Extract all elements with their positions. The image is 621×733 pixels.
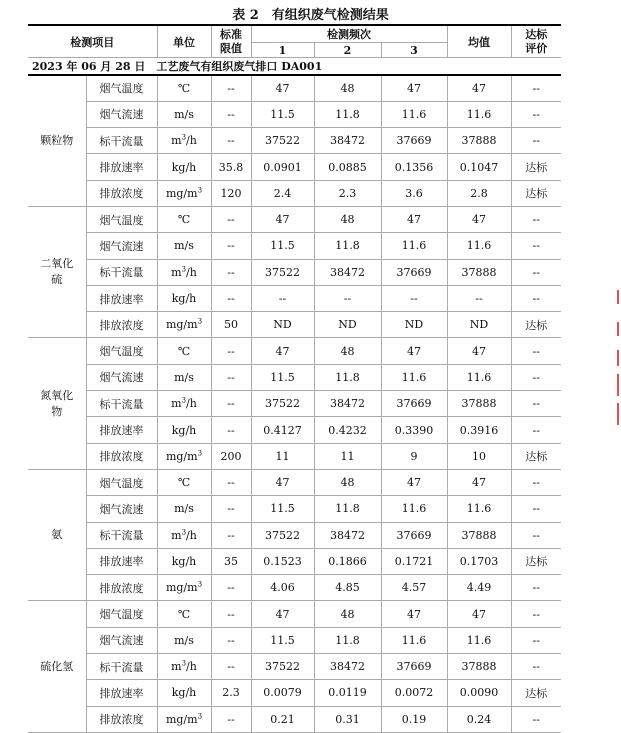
table-row: [28, 417, 561, 443]
row-parameter: 烟气温度: [86, 338, 157, 364]
row-run-1: 2.4: [251, 180, 314, 206]
row-evaluation: 达标: [511, 154, 561, 180]
table-caption: 表 2 有组织废气检测结果: [232, 8, 389, 23]
unit-base: m: [171, 397, 182, 411]
row-unit: [157, 522, 211, 548]
row-run-3: 11.6: [381, 101, 447, 127]
row-run-2: 0.4232: [314, 417, 381, 443]
row-unit: [157, 101, 211, 127]
row-unit: [157, 548, 211, 574]
row-evaluation: --: [511, 496, 561, 522]
row-limit: --: [211, 233, 251, 259]
table-row: [28, 391, 561, 417]
row-limit: --: [211, 338, 251, 364]
unit-superscript: 3: [197, 580, 203, 589]
row-run-2: 38472: [314, 128, 381, 154]
row-run-2: 11.8: [314, 364, 381, 390]
table-row: [28, 180, 561, 206]
table-row: [28, 443, 561, 469]
row-parameter: 烟气温度: [86, 206, 157, 232]
table-row: [28, 706, 561, 732]
row-run-2: 48: [314, 206, 381, 232]
unit-tail: /h: [186, 134, 197, 148]
row-evaluation: --: [511, 233, 561, 259]
row-evaluation: --: [511, 706, 561, 732]
row-avg: 37888: [447, 128, 511, 154]
table-row: [28, 654, 561, 680]
table-row: [28, 627, 561, 653]
row-unit: [157, 654, 211, 680]
unit-superscript: 3: [197, 712, 203, 721]
table-row: [28, 364, 561, 390]
date-location-row: 2023 年 06 月 28 日 工艺废气有组织废气排口 DA001: [28, 58, 561, 76]
row-parameter: 烟气温度: [86, 469, 157, 495]
row-avg: 11.6: [447, 496, 511, 522]
unit-superscript: 3: [181, 265, 187, 274]
row-run-3: 47: [381, 469, 447, 495]
unit-base: m: [171, 134, 182, 148]
row-unit: [157, 680, 211, 706]
table-row: [28, 154, 561, 180]
unit-base: kg/h: [171, 292, 197, 306]
unit-tail: /h: [186, 265, 197, 279]
row-avg: ND: [447, 312, 511, 338]
row-run-1: 0.21: [251, 706, 314, 732]
row-parameter: 烟气流速: [86, 233, 157, 259]
header-limit: 标准 限值: [211, 25, 251, 58]
margin-mark: [617, 350, 619, 366]
table-row: [28, 548, 561, 574]
unit-base: m/s: [174, 502, 194, 516]
row-parameter: 排放浓度: [86, 180, 157, 206]
row-avg: 0.24: [447, 706, 511, 732]
row-unit: [157, 443, 211, 469]
row-run-1: 0.1523: [251, 548, 314, 574]
table-row: [28, 601, 561, 627]
pollutant-group-label: 氮氧化 物: [28, 338, 86, 469]
row-unit: [157, 233, 211, 259]
unit-base: ℃: [177, 476, 191, 490]
row-evaluation: --: [511, 575, 561, 601]
row-unit: [157, 338, 211, 364]
row-avg: 4.49: [447, 575, 511, 601]
unit-base: ℃: [177, 213, 191, 227]
row-run-2: 38472: [314, 654, 381, 680]
unit-superscript: 3: [197, 449, 203, 458]
unit-base: ℃: [177, 607, 191, 621]
row-limit: 120: [211, 180, 251, 206]
unit-base: m/s: [174, 633, 194, 647]
row-run-1: 37522: [251, 128, 314, 154]
unit-base: kg/h: [171, 160, 197, 174]
row-run-1: 37522: [251, 654, 314, 680]
row-unit: [157, 417, 211, 443]
row-parameter: 排放浓度: [86, 443, 157, 469]
row-parameter: 标干流量: [86, 391, 157, 417]
row-unit: [157, 206, 211, 232]
row-limit: --: [211, 496, 251, 522]
table-row: [28, 522, 561, 548]
row-limit: --: [211, 706, 251, 732]
row-run-1: 11.5: [251, 101, 314, 127]
row-limit: --: [211, 627, 251, 653]
row-limit: --: [211, 575, 251, 601]
row-run-1: 47: [251, 469, 314, 495]
row-avg: 0.3916: [447, 417, 511, 443]
row-parameter: 排放速率: [86, 680, 157, 706]
row-evaluation: --: [511, 469, 561, 495]
pollutant-group-label: 颗粒物: [28, 75, 86, 206]
row-evaluation: --: [511, 522, 561, 548]
unit-superscript: 3: [181, 133, 187, 142]
row-evaluation: 达标: [511, 680, 561, 706]
row-evaluation: --: [511, 627, 561, 653]
row-unit: [157, 259, 211, 285]
row-limit: --: [211, 75, 251, 101]
row-run-2: 0.0885: [314, 154, 381, 180]
pollutant-group-label: 氨: [28, 469, 86, 600]
row-unit: [157, 627, 211, 653]
row-limit: 50: [211, 312, 251, 338]
row-evaluation: --: [511, 128, 561, 154]
header-frequency: 检测频次: [251, 25, 447, 43]
unit-base: m: [171, 528, 182, 542]
row-parameter: 标干流量: [86, 259, 157, 285]
row-unit: [157, 496, 211, 522]
header-item: 检测项目: [28, 25, 157, 58]
table-row: [28, 233, 561, 259]
row-run-3: 47: [381, 338, 447, 364]
row-run-2: 0.1866: [314, 548, 381, 574]
row-unit: [157, 364, 211, 390]
unit-superscript: 3: [197, 317, 203, 326]
row-evaluation: 达标: [511, 312, 561, 338]
row-run-2: 2.3: [314, 180, 381, 206]
header-evaluation: 达标 评价: [511, 25, 561, 58]
row-parameter: 烟气温度: [86, 601, 157, 627]
row-evaluation: --: [511, 417, 561, 443]
row-parameter: 排放速率: [86, 417, 157, 443]
table-row: [28, 206, 561, 232]
row-run-3: 4.57: [381, 575, 447, 601]
row-run-3: 47: [381, 601, 447, 627]
unit-tail: /h: [186, 397, 197, 411]
row-avg: 0.1703: [447, 548, 511, 574]
row-limit: --: [211, 469, 251, 495]
row-limit: --: [211, 364, 251, 390]
unit-base: ℃: [177, 344, 191, 358]
row-avg: 37888: [447, 654, 511, 680]
row-avg: 37888: [447, 522, 511, 548]
row-parameter: 标干流量: [86, 654, 157, 680]
row-unit: [157, 601, 211, 627]
table-row: [28, 259, 561, 285]
row-run-3: 37669: [381, 522, 447, 548]
row-run-3: 37669: [381, 391, 447, 417]
row-run-2: ND: [314, 312, 381, 338]
margin-mark: [617, 322, 619, 336]
row-avg: 37888: [447, 391, 511, 417]
unit-superscript: 3: [197, 186, 203, 195]
row-parameter: 排放浓度: [86, 575, 157, 601]
row-limit: 200: [211, 443, 251, 469]
row-limit: 2.3: [211, 680, 251, 706]
row-unit: [157, 128, 211, 154]
row-avg: 11.6: [447, 233, 511, 259]
row-unit: [157, 575, 211, 601]
table-row: [28, 469, 561, 495]
table-row: [28, 312, 561, 338]
table-row: [28, 285, 561, 311]
pollutant-group-label: 二氧化 硫: [28, 206, 86, 337]
row-parameter: 排放速率: [86, 285, 157, 311]
row-limit: --: [211, 654, 251, 680]
row-parameter: 排放速率: [86, 154, 157, 180]
header-run-1: 1: [251, 43, 314, 58]
row-run-3: 37669: [381, 259, 447, 285]
row-run-1: 47: [251, 601, 314, 627]
row-run-2: 11: [314, 443, 381, 469]
row-evaluation: 达标: [511, 443, 561, 469]
row-limit: --: [211, 417, 251, 443]
row-parameter: 烟气流速: [86, 101, 157, 127]
row-run-2: 11.8: [314, 233, 381, 259]
unit-superscript: 3: [181, 396, 187, 405]
unit-base: m/s: [174, 107, 194, 121]
row-run-1: 37522: [251, 259, 314, 285]
unit-base: kg/h: [171, 686, 197, 700]
row-evaluation: --: [511, 259, 561, 285]
row-unit: [157, 469, 211, 495]
row-run-3: 0.0072: [381, 680, 447, 706]
unit-base: ℃: [177, 81, 191, 95]
margin-mark: [617, 374, 619, 396]
row-avg: 47: [447, 75, 511, 101]
row-run-1: ND: [251, 312, 314, 338]
table-row: [28, 101, 561, 127]
unit-base: m: [171, 265, 182, 279]
row-avg: 10: [447, 443, 511, 469]
row-run-2: 11.8: [314, 496, 381, 522]
row-run-3: 11.6: [381, 627, 447, 653]
table-row: [28, 680, 561, 706]
pollutant-group-label: 硫化氢: [28, 601, 86, 732]
row-run-2: 4.85: [314, 575, 381, 601]
row-run-1: 47: [251, 75, 314, 101]
row-run-1: 11.5: [251, 233, 314, 259]
row-parameter: 烟气流速: [86, 496, 157, 522]
row-run-3: 0.19: [381, 706, 447, 732]
row-run-1: 47: [251, 338, 314, 364]
unit-base: m/s: [174, 370, 194, 384]
row-unit: [157, 154, 211, 180]
row-parameter: 排放速率: [86, 548, 157, 574]
row-run-2: --: [314, 285, 381, 311]
row-run-1: 47: [251, 206, 314, 232]
unit-base: mg/m: [165, 449, 198, 463]
row-evaluation: --: [511, 101, 561, 127]
unit-superscript: 3: [181, 659, 187, 668]
row-unit: [157, 312, 211, 338]
row-evaluation: --: [511, 601, 561, 627]
row-run-3: 11.6: [381, 364, 447, 390]
row-avg: --: [447, 285, 511, 311]
table-row: [28, 128, 561, 154]
unit-base: kg/h: [171, 554, 197, 568]
row-limit: --: [211, 285, 251, 311]
row-limit: --: [211, 101, 251, 127]
row-limit: --: [211, 391, 251, 417]
row-limit: --: [211, 601, 251, 627]
row-avg: 47: [447, 338, 511, 364]
row-avg: 2.8: [447, 180, 511, 206]
row-evaluation: --: [511, 391, 561, 417]
row-evaluation: --: [511, 75, 561, 101]
row-parameter: 烟气温度: [86, 75, 157, 101]
row-evaluation: --: [511, 654, 561, 680]
margin-mark: [617, 403, 619, 425]
row-run-1: 0.4127: [251, 417, 314, 443]
row-evaluation: --: [511, 285, 561, 311]
unit-base: kg/h: [171, 423, 197, 437]
margin-mark: [617, 290, 619, 304]
header-run-2: 2: [314, 43, 381, 58]
row-unit: [157, 285, 211, 311]
row-parameter: 烟气流速: [86, 364, 157, 390]
row-run-1: --: [251, 285, 314, 311]
row-run-3: --: [381, 285, 447, 311]
row-avg: 37888: [447, 259, 511, 285]
row-run-3: 0.1721: [381, 548, 447, 574]
row-run-3: 0.3390: [381, 417, 447, 443]
row-parameter: 标干流量: [86, 522, 157, 548]
table-row: [28, 496, 561, 522]
row-run-1: 0.0901: [251, 154, 314, 180]
row-run-2: 11.8: [314, 101, 381, 127]
row-unit: [157, 391, 211, 417]
row-limit: --: [211, 522, 251, 548]
row-run-1: 11.5: [251, 364, 314, 390]
row-unit: [157, 180, 211, 206]
row-evaluation: 达标: [511, 548, 561, 574]
unit-base: mg/m: [165, 581, 198, 595]
row-evaluation: --: [511, 364, 561, 390]
row-avg: 11.6: [447, 627, 511, 653]
row-run-3: 47: [381, 75, 447, 101]
row-run-2: 38472: [314, 391, 381, 417]
row-parameter: 排放浓度: [86, 706, 157, 732]
row-run-1: 37522: [251, 391, 314, 417]
unit-tail: /h: [186, 528, 197, 542]
header-run-3: 3: [381, 43, 447, 58]
row-run-1: 11.5: [251, 496, 314, 522]
row-limit: 35: [211, 548, 251, 574]
row-parameter: 标干流量: [86, 128, 157, 154]
unit-tail: /h: [186, 660, 197, 674]
row-run-1: 11.5: [251, 627, 314, 653]
header-unit: 单位: [157, 25, 211, 58]
row-limit: --: [211, 206, 251, 232]
unit-superscript: 3: [181, 528, 187, 537]
row-avg: 47: [447, 469, 511, 495]
row-limit: 35.8: [211, 154, 251, 180]
row-run-2: 48: [314, 469, 381, 495]
row-run-3: 11.6: [381, 496, 447, 522]
unit-base: mg/m: [165, 318, 198, 332]
row-run-3: 0.1356: [381, 154, 447, 180]
unit-base: mg/m: [165, 712, 198, 726]
row-limit: --: [211, 128, 251, 154]
row-run-3: 3.6: [381, 180, 447, 206]
table-row: [28, 338, 561, 364]
row-run-1: 0.0079: [251, 680, 314, 706]
unit-base: m: [171, 660, 182, 674]
row-unit: [157, 75, 211, 101]
unit-base: m/s: [174, 239, 194, 253]
unit-base: mg/m: [165, 186, 198, 200]
row-run-3: 47: [381, 206, 447, 232]
row-avg: 11.6: [447, 364, 511, 390]
row-run-3: 11.6: [381, 233, 447, 259]
row-parameter: 排放浓度: [86, 312, 157, 338]
row-unit: [157, 706, 211, 732]
row-evaluation: --: [511, 338, 561, 364]
row-run-2: 48: [314, 75, 381, 101]
header-avg: 均值: [447, 25, 511, 58]
row-run-3: 9: [381, 443, 447, 469]
row-parameter: 烟气流速: [86, 627, 157, 653]
row-run-2: 38472: [314, 522, 381, 548]
row-avg: 0.1047: [447, 154, 511, 180]
row-avg: 0.0090: [447, 680, 511, 706]
row-run-2: 0.0119: [314, 680, 381, 706]
table-row: [28, 575, 561, 601]
row-run-3: 37669: [381, 128, 447, 154]
row-run-3: ND: [381, 312, 447, 338]
row-avg: 47: [447, 206, 511, 232]
row-run-1: 4.06: [251, 575, 314, 601]
emission-results-table: [28, 24, 561, 733]
row-avg: 11.6: [447, 101, 511, 127]
row-avg: 47: [447, 601, 511, 627]
row-evaluation: --: [511, 206, 561, 232]
row-run-2: 48: [314, 338, 381, 364]
row-run-2: 11.8: [314, 627, 381, 653]
row-limit: --: [211, 259, 251, 285]
row-run-1: 37522: [251, 522, 314, 548]
row-run-2: 0.31: [314, 706, 381, 732]
row-run-2: 38472: [314, 259, 381, 285]
row-run-1: 11: [251, 443, 314, 469]
row-run-3: 37669: [381, 654, 447, 680]
row-evaluation: 达标: [511, 180, 561, 206]
row-run-2: 48: [314, 601, 381, 627]
table-row: [28, 75, 561, 101]
